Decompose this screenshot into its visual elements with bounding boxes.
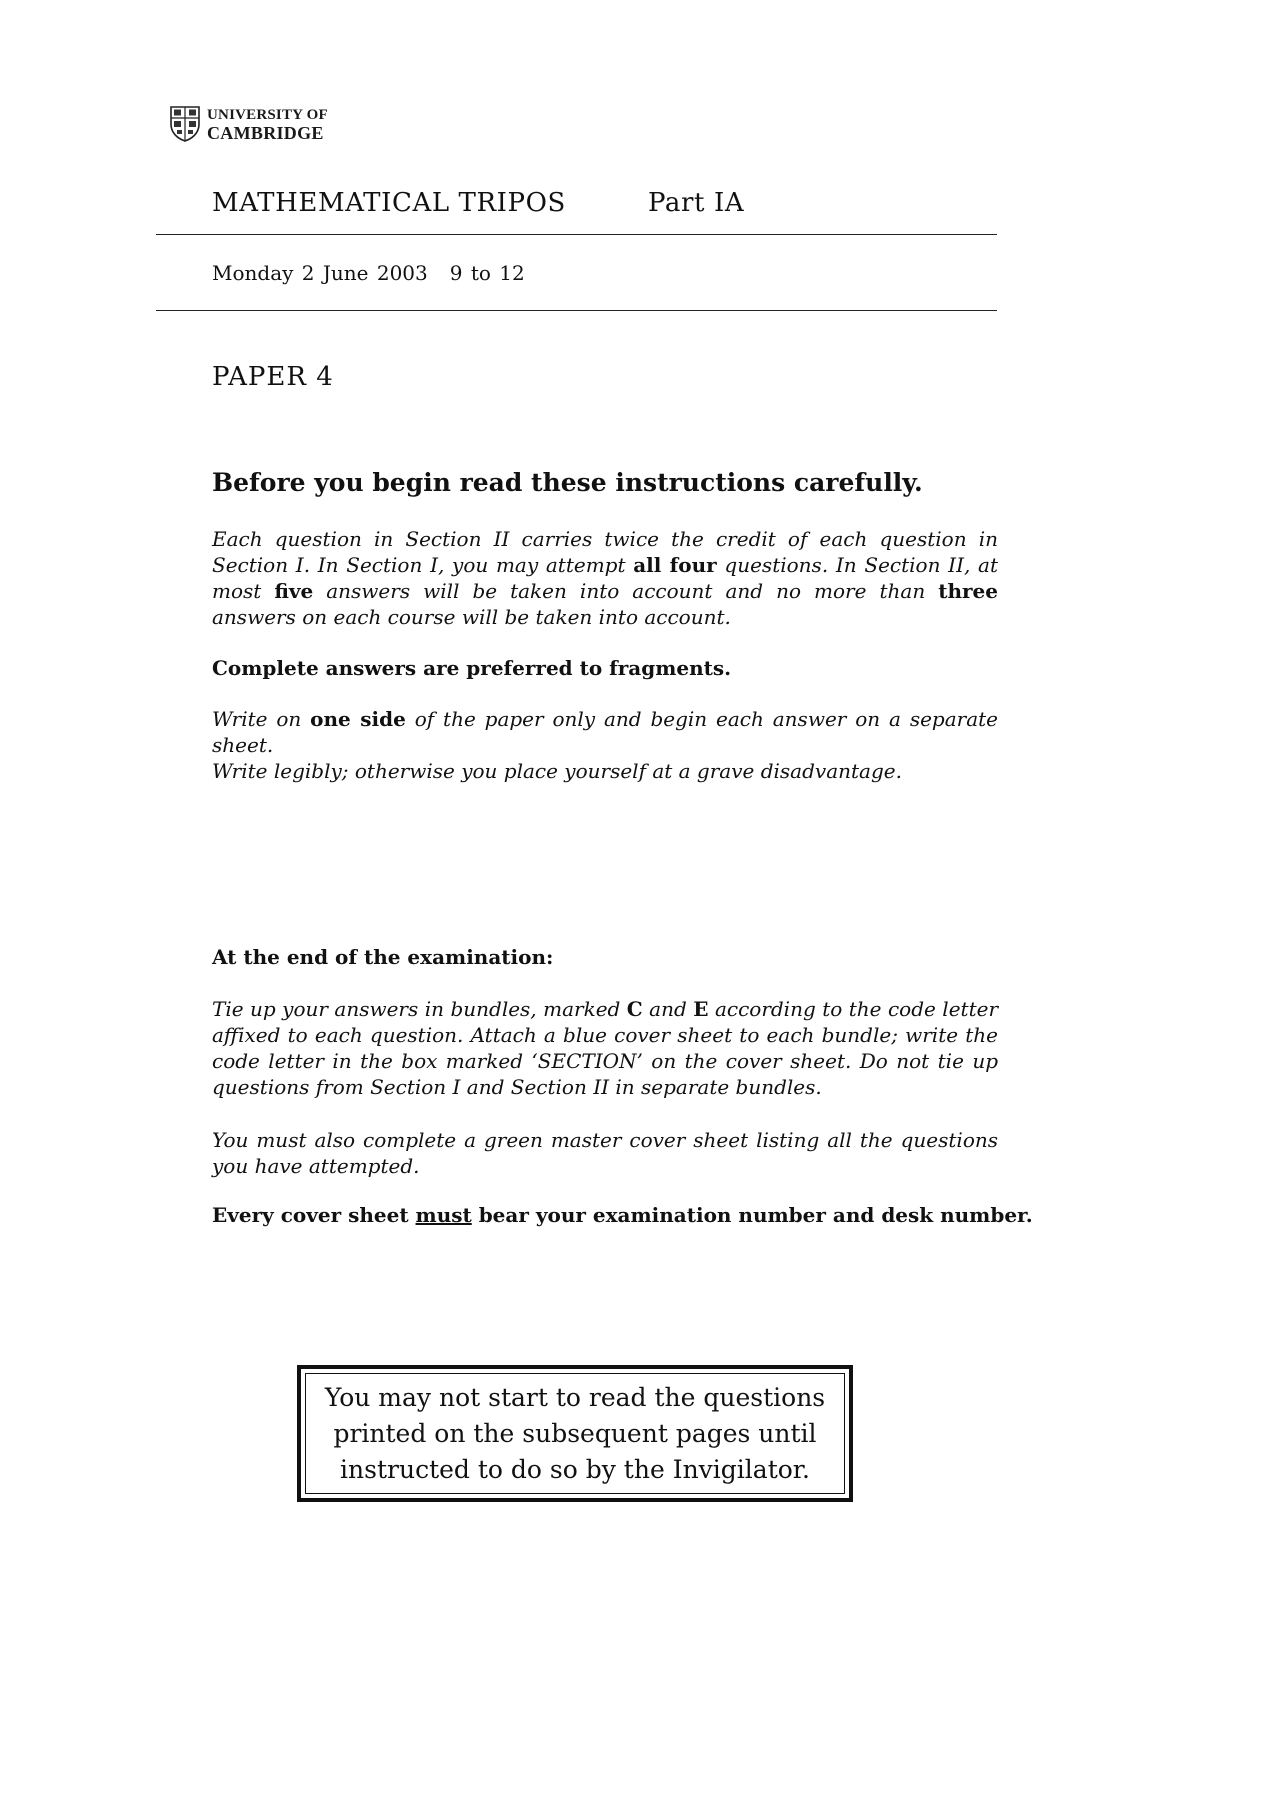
credit-bold-3: three <box>938 579 998 603</box>
invigilator-notice-box <box>297 1365 853 1502</box>
invigilator-notice-inner <box>305 1373 845 1494</box>
bundle-text-3: according to the code letter affixed to each question. Attach a blue cover sheet to each bundle; write the code letter in the box marked ‘SECTION’ on the cover sheet. Do not tie up questions from Section I and Section II in separate bundles. <box>212 997 999 1099</box>
exam-date-time <box>212 261 525 285</box>
bundle-bold-c: C <box>626 997 643 1021</box>
university-name <box>207 106 328 142</box>
credit-instructions <box>212 526 998 630</box>
end-heading: At the end of the examination: <box>212 945 554 969</box>
university-logo <box>170 106 328 142</box>
cover-text-2: bear your examination number and desk number. <box>471 1203 1033 1227</box>
notice-line-1: You may not start to read the questions <box>324 1382 826 1412</box>
bundle-text-1: Tie up your answers in bundles, marked <box>212 997 627 1021</box>
write-one-side-note <box>212 706 998 758</box>
logo-line-2: CAMBRIDGE <box>207 123 324 143</box>
bottom-rule <box>156 310 997 311</box>
credit-text-1: Each question in Section II carries twice the credit of each question in Section I. In Section I, you may attempt <box>212 527 998 577</box>
bundle-bold-e: E <box>693 997 709 1021</box>
master-sheet-text: You must also complete a green master cover sheet listing all the questions you have attempted. <box>212 1128 998 1178</box>
exam-time: 9 to 12 <box>449 261 525 285</box>
complete-answers-note: Complete answers are preferred to fragments. <box>212 656 732 680</box>
credit-text-3: answers will be taken into account and no more than <box>313 579 939 603</box>
legibly-text: Write legibly; otherwise you place yourself at a grave disadvantage. <box>212 759 902 783</box>
exam-part: Part IA <box>648 188 745 218</box>
cover-sheet-note <box>212 1203 1033 1227</box>
notice-line-3: instructed to do so by the Invigilator. <box>340 1454 810 1484</box>
exam-title: MATHEMATICAL TRIPOS <box>212 188 566 218</box>
credit-bold-1: all four <box>633 553 717 577</box>
university-crest-icon <box>170 106 200 142</box>
master-sheet-note <box>212 1127 998 1179</box>
write-bold-1: one side <box>310 707 406 731</box>
exam-date: Monday 2 June 2003 <box>212 261 428 285</box>
paper-number: PAPER 4 <box>212 362 334 392</box>
notice-line-2: printed on the subsequent pages until <box>333 1418 817 1448</box>
top-rule <box>156 234 997 235</box>
bundle-instructions <box>212 996 998 1100</box>
write-text-1: Write on <box>212 707 311 731</box>
credit-text-4: answers on each course will be taken into account. <box>212 605 731 629</box>
credit-bold-2: five <box>274 579 314 603</box>
write-legibly-note <box>212 758 998 784</box>
write-text-2: of the paper only and begin each answer on a separate sheet. <box>212 707 999 757</box>
logo-line-1: UNIVERSITY OF <box>207 107 328 123</box>
instructions-heading: Before you begin read these instructions carefully. <box>212 468 923 497</box>
cover-must: must <box>415 1203 472 1227</box>
credit-text-2: questions. In Section II, at most <box>212 553 999 603</box>
bundle-text-2: and <box>642 997 694 1021</box>
cover-text-1: Every cover sheet <box>212 1203 416 1227</box>
